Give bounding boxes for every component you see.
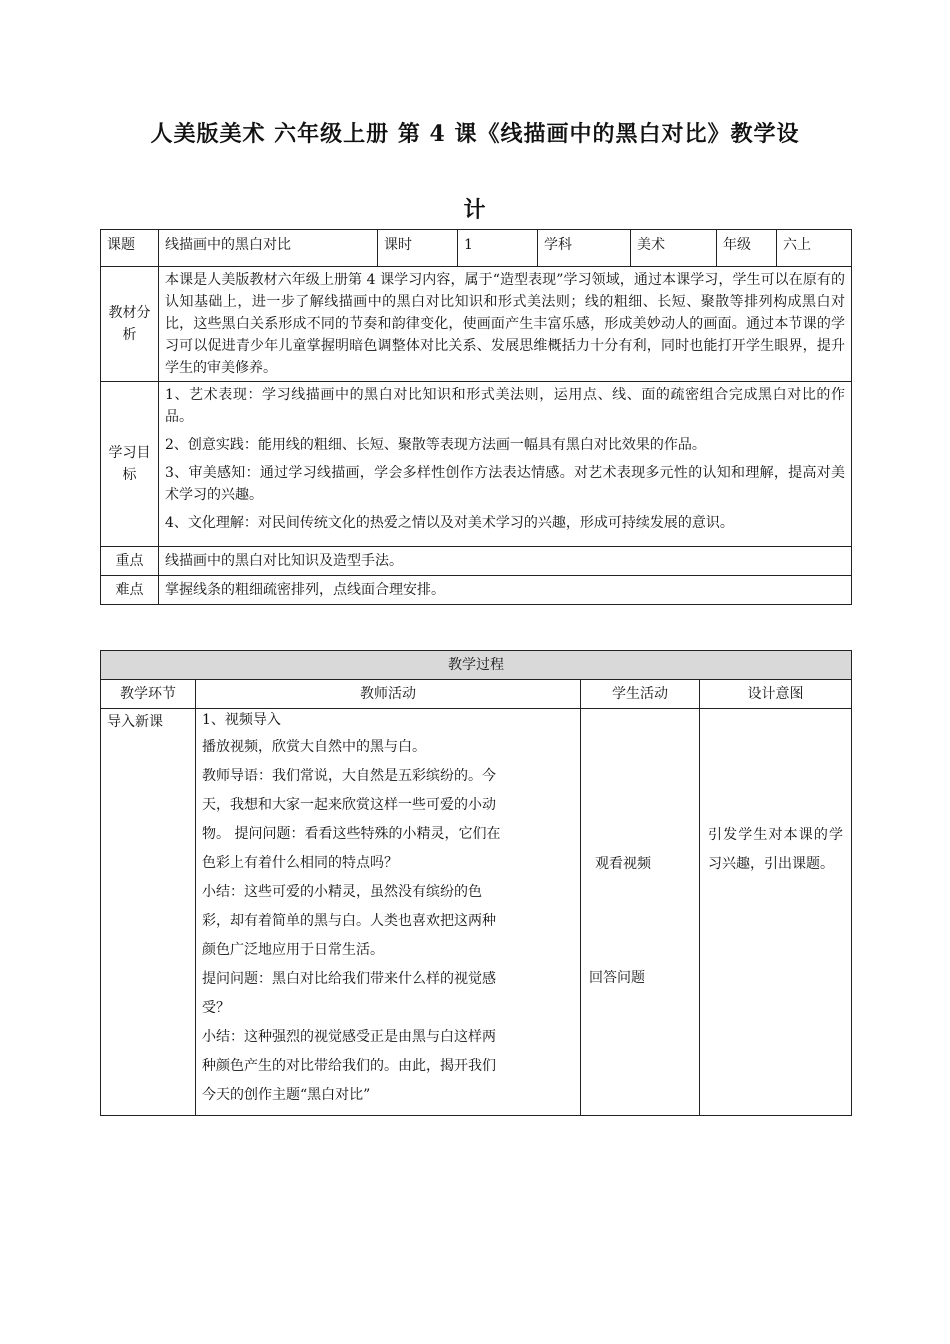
teacher-line: 今天的创作主题“黑白对比” <box>202 1087 371 1103</box>
subject-value: 美术 <box>631 230 717 267</box>
process-header: 教学过程 <box>101 651 852 680</box>
teacher-line: 彩，却有着简单的黑与白。人类也喜欢把这两种 <box>202 913 496 929</box>
lesson-info-table <box>100 229 852 605</box>
teacher-line: 提问问题：黑白对比给我们带来什么样的视觉感 <box>202 971 496 987</box>
grade-value: 六上 <box>777 230 852 267</box>
teaching-process-table <box>100 650 852 1116</box>
goal-item-3: 3、审美感知：通过学习线描画，学会多样性创作方法表达情感。对艺术表现多元性的认知和理解，提高对美术学习的兴趣。 <box>165 465 845 503</box>
goal-item-2: 2、创意实践：能用线的粗细、长短、聚散等表现方法画一幅具有黑白对比效果的作品。 <box>165 437 706 453</box>
goals-row <box>101 382 852 547</box>
analysis-paragraph: 本课是人美版教材六年级上册第 4 课学习内容，属于“造型表现”学习领域，通过本课学习，学生可以在原有的认知基础上，进一步了解线描画中的黑白对比知识和形式美法则；线的粗细、长短、聚散等排列构成黑白对比，这些黑白关系形成不同的节奏和韵律变化，使画面产生丰富乐感，形成美妙动人的画面。通过本节课的学习可以促进青少年儿童掌握明暗色调整体对比关系、发展思维概括力十分有利，同时也能打开学生眼界，提升学生的审美修养。 <box>165 272 845 376</box>
teacher-line: 1、视频导入 <box>202 712 281 728</box>
teacher-line: 播放视频，欣赏大自然中的黑与白。 <box>202 739 426 755</box>
teacher-line: 教师导语：我们常说，大自然是五彩缤纷的。今 <box>202 768 496 784</box>
grade-label: 年级 <box>717 230 777 267</box>
col-design: 设计意图 <box>700 680 852 709</box>
goals-cell <box>159 382 852 547</box>
title-line-2: 计 <box>463 197 487 223</box>
student-activity-cell <box>581 709 700 1116</box>
teacher-line: 物。 提问问题：看看这些特殊的小精灵，它们在 <box>202 826 501 842</box>
document-title <box>100 96 850 248</box>
process-columns-row <box>101 680 852 709</box>
teacher-line: 色彩上有着什么相同的特点吗？ <box>202 855 398 871</box>
col-student: 学生活动 <box>581 680 700 709</box>
goals-label: 学习目标 <box>101 382 159 547</box>
title-line-1: 人美版美术 六年级上册 第 4 课《线描画中的黑白对比》教学设 <box>150 121 800 147</box>
process-header-row <box>101 651 852 680</box>
difficulty-value: 掌握线条的粗细疏密排列，点线面合理安排。 <box>159 576 852 605</box>
teacher-activity-cell <box>196 709 581 1116</box>
analysis-label: 教材分析 <box>101 267 159 382</box>
teacher-line: 颜色广泛地应用于日常生活。 <box>202 942 384 958</box>
key-label: 重点 <box>101 547 159 576</box>
teacher-line: 小结：这些可爱的小精灵，虽然没有缤纷的色 <box>202 884 482 900</box>
analysis-text <box>159 267 852 382</box>
hours-label: 课时 <box>378 230 458 267</box>
col-teacher: 教师活动 <box>196 680 581 709</box>
goal-item-1: 1、艺术表现：学习线描画中的黑白对比知识和形式美法则，运用点、线、面的疏密组合完成黑白对比的作品。 <box>165 387 845 425</box>
teacher-line: 种颜色产生的对比带给我们的。由此，揭开我们 <box>202 1058 496 1074</box>
topic-label: 课题 <box>101 230 159 267</box>
analysis-row <box>101 267 852 382</box>
teacher-line: 受？ <box>202 1000 230 1016</box>
process-row-intro <box>101 709 852 1116</box>
subject-label: 学科 <box>538 230 631 267</box>
hours-value: 1 <box>458 230 538 267</box>
teacher-line: 天，我想和大家一起来欣赏这样一些可爱的小动 <box>202 797 496 813</box>
goal-item-4: 4、文化理解：对民间传统文化的热爱之情以及对美术学习的兴趣，形成可持续发展的意识。 <box>165 515 734 531</box>
topic-value: 线描画中的黑白对比 <box>159 230 378 267</box>
design-intent-cell <box>700 709 852 1116</box>
difficulty-row <box>101 576 852 605</box>
col-stage: 教学环节 <box>101 680 196 709</box>
teacher-line: 小结：这种强烈的视觉感受正是由黑与白这样两 <box>202 1029 496 1045</box>
student-activity-1: 观看视频 <box>595 856 651 872</box>
difficulty-label: 难点 <box>101 576 159 605</box>
info-header-row <box>101 230 852 267</box>
key-row <box>101 547 852 576</box>
design-intent-text: 引发学生对本课的学习兴趣，引出课题。 <box>708 827 843 872</box>
stage-cell: 导入新课 <box>101 709 196 1116</box>
key-value: 线描画中的黑白对比知识及造型手法。 <box>159 547 852 576</box>
student-activity-2: 回答问题 <box>589 970 645 986</box>
